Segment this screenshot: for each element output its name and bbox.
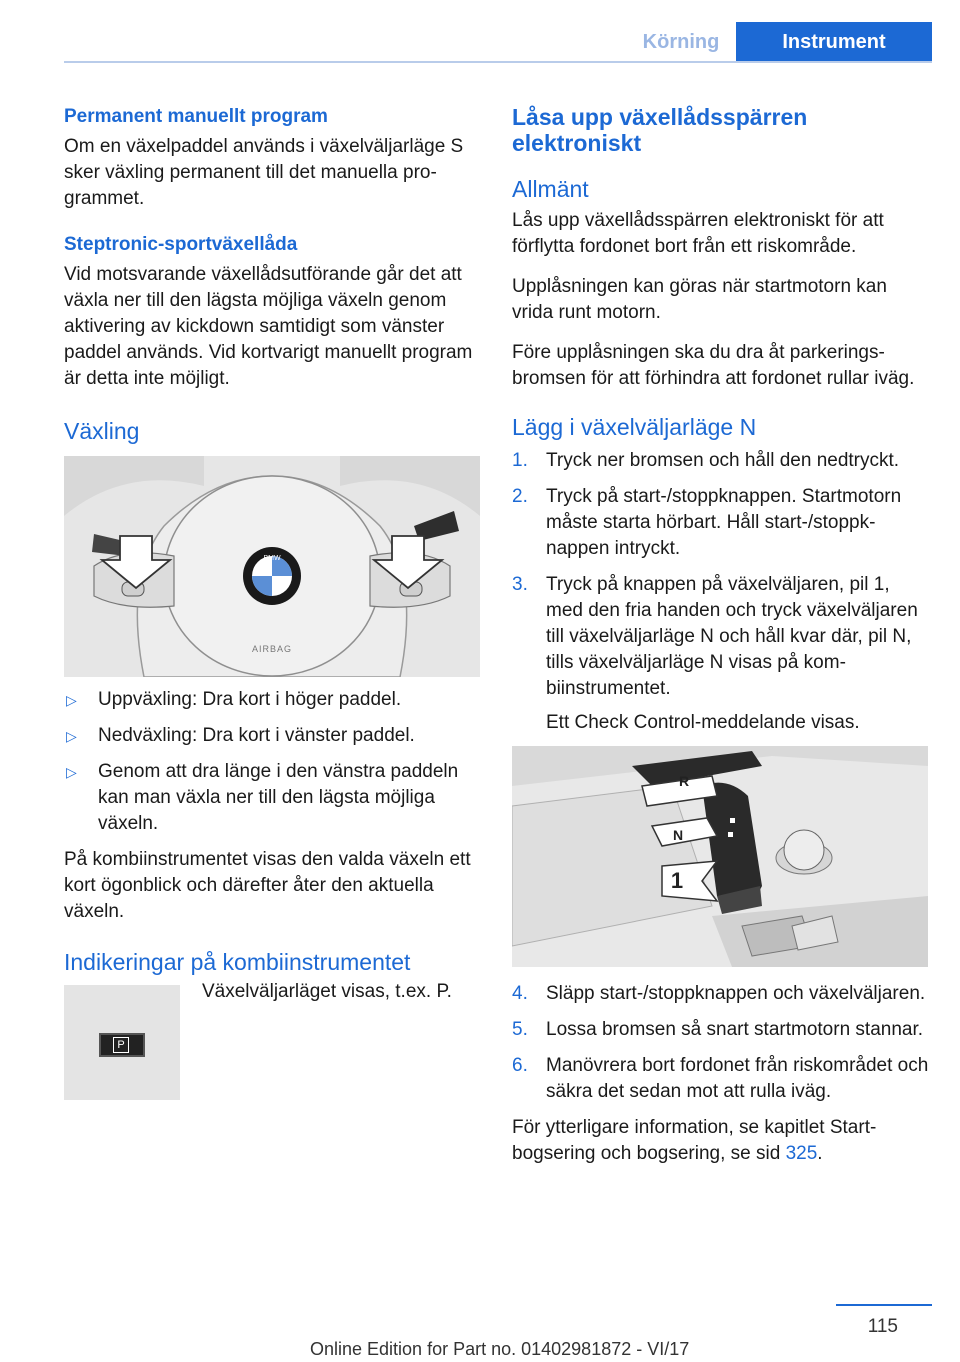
paragraph-allmaent-2: Upplåsningen kan göras när startmotorn kan vrida runt motorn. (512, 276, 887, 323)
gear-p-icon: P (113, 1037, 129, 1053)
heading-laegg-i-n: Lägg i växelväljarläge N (512, 414, 757, 440)
gear-selector-illustration (512, 746, 928, 967)
heading-indikeringar: Indikeringar på kombiinstrumentet (64, 949, 411, 975)
heading-vaexling: Växling (64, 418, 140, 444)
arrow-label-r: R (678, 773, 690, 789)
gear-selector-figure (512, 746, 928, 967)
edition-label: Online Edition for Part no. 01402981872 - VI/17 (310, 1339, 690, 1359)
steering-wheel-illustration (64, 456, 480, 677)
paragraph-allmaent-3: Före upplåsningen ska du dra åt parkeringsbromsen för att förhindra att fordonet rullar iväg. (512, 342, 915, 389)
paragraph-permanent-manual: Om en växelpaddel används i växelväljarläge S sker växling permanent till det manuella programmet. (64, 136, 464, 209)
list-item: ▷ Uppväxling: Dra kort i höger paddel. (64, 687, 482, 713)
list-item: 4. Släpp start-/stoppknappen och växelväljaren. (512, 983, 926, 1004)
list-item: ▷ Genom att dra länge i den vänstra paddeln kan man växla ner till den lägsta möjliga växeln. (66, 761, 459, 834)
list-item: 3. Tryck på knappen på växelväljaren, pil 1, med den fria handen och tryck växelväljaren till växelväljarläge N och håll kvar där, pil N, tills växelväljarläge N visas på kombiinstrumentet. Ett Check Control-meddelande visas. (512, 572, 930, 736)
left-column (64, 104, 482, 1105)
heading-allmaent: Allmänt (512, 176, 589, 202)
triangle-bullet-icon: ▷ (66, 692, 77, 708)
paragraph-more-info: För ytterligare information, se kapitlet Startbogsering och bogsering, se sid 325. (512, 1117, 877, 1164)
arrow-label-1: 1 (670, 868, 684, 893)
step3-note: Ett Check Control-meddelande visas. (546, 712, 860, 733)
heading-unlock-transmission: Låsa upp växellådsspärren elektroniskt (512, 104, 808, 156)
steps-list-b (512, 981, 930, 1105)
footer-divider (836, 1304, 932, 1306)
paddle-bullet-list (64, 687, 482, 837)
indicator-figure (64, 985, 180, 1100)
arrow-label-n: N (672, 827, 684, 843)
paragraph-allmaent-1: Lås upp växellådsspärren elektroniskt för att förflytta fordonet bort från ett riskområde. (512, 210, 884, 257)
list-item: 5. Lossa bromsen så snart startmotorn stannar. (512, 1019, 924, 1040)
list-item: 6. Manövrera bort fordonet från riskområdet och säkra det sedan mot att rulla iväg. (512, 1055, 929, 1102)
triangle-bullet-icon: ▷ (66, 764, 77, 780)
paragraph-kombiinstrument: På kombiinstrumentet visas den valda växeln ett kort ögonblick och därefter åter den aktuella växeln. (64, 849, 471, 922)
page-number: 115 (867, 1316, 898, 1337)
list-item: 1. Tryck ner bromsen och håll den nedtryckt. (512, 450, 900, 471)
triangle-bullet-icon: ▷ (66, 728, 77, 744)
bmw-logo-text: BMW (263, 555, 281, 562)
steps-list-a (512, 448, 930, 736)
right-column (512, 104, 930, 1181)
tab-koerning[interactable]: Körning (642, 31, 720, 53)
list-item: ▷ Nedväxling: Dra kort i vänster paddel. (64, 723, 482, 749)
paragraph-indicator: Växelväljarläget visas, t.ex. P. (202, 981, 452, 1002)
tab-instrument[interactable]: Instrument (736, 22, 932, 62)
page-link-325[interactable]: 325 (785, 1143, 818, 1164)
heading-permanent-manual: Permanent manuellt program (64, 106, 328, 127)
gear-indicator-box (99, 1033, 145, 1057)
list-item: 2. Tryck på start-/stoppknappen. Startmotorn måste starta hörbart. Håll start-/stoppknappen intryckt. (512, 486, 902, 559)
paragraph-steptronic: Vid motsvarande växellådsutförande går det att växla ner till den lägsta möjliga växeln genom aktivering av kickdown samtidigt som vänster paddel används. Vid kortvarigt manuellt program är detta inte möjligt. (64, 264, 473, 389)
steering-wheel-figure (64, 456, 480, 677)
heading-steptronic: Steptronic-sportväxellåda (64, 234, 298, 255)
airbag-label: AIRBAG (251, 644, 293, 654)
header-divider (64, 61, 932, 63)
indicator-block (64, 981, 482, 1105)
